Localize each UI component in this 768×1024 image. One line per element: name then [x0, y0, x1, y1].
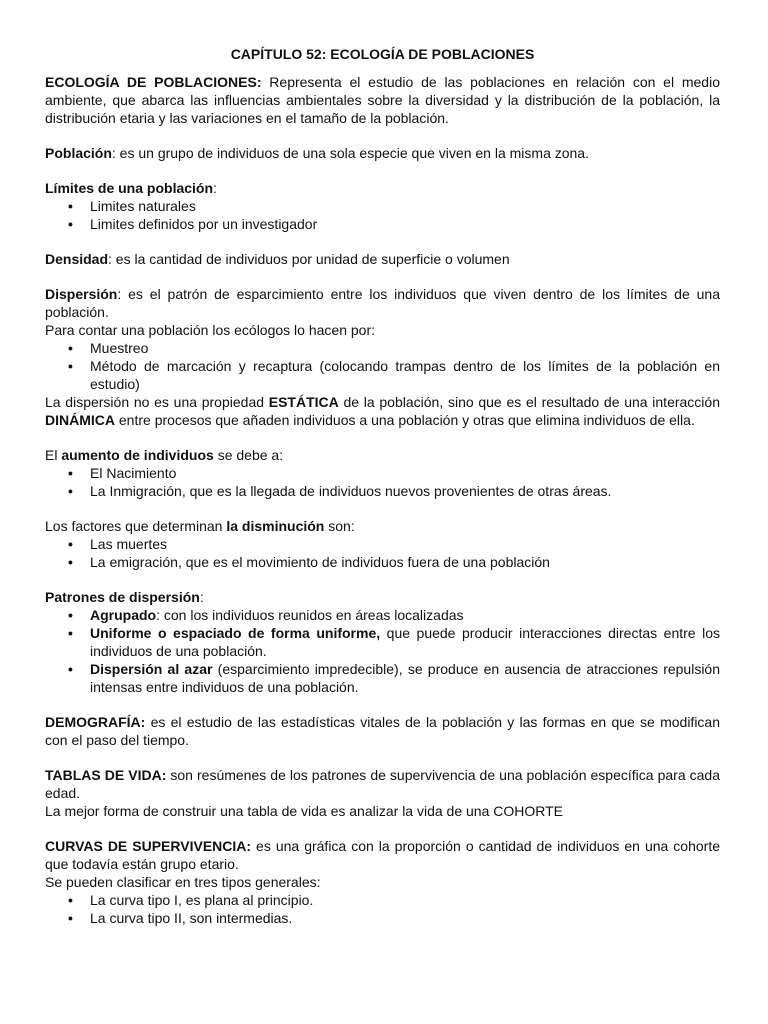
poblacion-term: Población	[45, 145, 112, 161]
disminucion-heading: Los factores que determinan la disminución son:	[45, 518, 355, 534]
densidad-paragraph	[45, 250, 720, 268]
aumento-heading: El aumento de individuos se debe a:	[45, 447, 284, 463]
limites-list	[45, 197, 720, 233]
curvas-list	[45, 891, 720, 927]
disminucion-term: la disminución	[226, 518, 325, 534]
limites-heading: Límites de una población:	[45, 180, 217, 196]
dispersion-note: La dispersión no es una propiedad ESTÁTICA de la población, sino que es el resultado de una interacción DINÁMICA entre procesos que añaden individuos a una población y otras que elimina individuos de ella.	[45, 394, 720, 428]
aumento-term: aumento de individuos	[61, 447, 214, 463]
patrones-heading: Patrones de dispersión:	[45, 589, 204, 605]
chapter-title: CAPÍTULO 52: ECOLOGÍA DE POBLACIONES	[230, 46, 535, 62]
dispersion-paragraph	[45, 285, 720, 321]
dispersion-text: : es el patrón de esparcimiento entre los individuos que viven dentro de los límites de una población.	[45, 286, 720, 320]
aumento-list	[45, 464, 720, 500]
intro-text: Representa el estudio de las poblaciones en relación con el medio ambiente, que abarca las influencias ambientales sobre la diversidad y la distribución de la población, la distribución etaria y las variaciones en el tamaño de la población.	[45, 74, 720, 126]
demografia-term: DEMOGRAFÍA:	[45, 714, 146, 730]
list-item: • Limites naturales	[90, 197, 720, 215]
tablas-term: TABLAS DE VIDA:	[45, 767, 167, 783]
curvas-term: CURVAS DE SUPERVIVENCIA:	[45, 838, 252, 854]
list-item: • La curva tipo II, son intermedias.	[90, 909, 720, 927]
estatica-term: ESTÁTICA	[268, 394, 339, 410]
densidad-text: : es la cantidad de individuos por unidad de superficie o volumen	[108, 251, 510, 267]
dinamica-term: DINÁMICA	[45, 412, 115, 428]
poblacion-text: : es un grupo de individuos de una sola especie que viven en la misma zona.	[111, 145, 589, 161]
list-item: • Las muertes	[90, 535, 720, 553]
list-item: • Método de marcación y recaptura (colocando trampas dentro de los límites de la población en estudio)	[90, 357, 720, 393]
list-item: • El Nacimiento	[90, 464, 720, 482]
dispersion-term: Dispersión	[45, 286, 118, 302]
list-item: • La emigración, que es el movimiento de individuos fuera de una población	[90, 553, 720, 571]
curvas-paragraph: CURVAS DE SUPERVIVENCIA: es una gráfica con la proporción o cantidad de individuos en una cohorte que todavía están grupo etario.	[45, 838, 720, 872]
intro-term: ECOLOGÍA DE POBLACIONES:	[45, 74, 262, 90]
tablas-line2: La mejor forma de construir una tabla de vida es analizar la vida de una COHORTE	[45, 803, 564, 819]
list-item: • Agrupado: con los individuos reunidos en áreas localizadas	[90, 606, 720, 624]
patrones-list	[45, 606, 720, 696]
patrones-term: Patrones de dispersión	[45, 589, 200, 605]
demografia-paragraph: DEMOGRAFÍA: es el estudio de las estadísticas vitales de la población y las formas en que se modifican con el paso del tiempo.	[45, 714, 720, 748]
disminucion-list	[45, 535, 720, 571]
limites-term: Límites de una población	[45, 180, 214, 196]
dispersion-count-intro: Para contar una población los ecólogos lo hacen por:	[45, 322, 375, 338]
poblacion-paragraph	[45, 144, 720, 162]
list-item: • Uniforme o espaciado de forma uniforme, que puede producir interacciones directas entre los individuos de una población.	[90, 624, 720, 660]
tablas-paragraph: TABLAS DE VIDA: son resúmenes de los patrones de supervivencia de una población específica para cada edad.	[45, 767, 720, 801]
curvas-line2: Se pueden clasificar en tres tipos generales:	[45, 874, 321, 890]
list-item: • Muestreo	[90, 339, 720, 357]
densidad-term: Densidad	[45, 251, 109, 267]
dispersion-list	[45, 339, 720, 393]
list-item: • Dispersión al azar (esparcimiento impredecible), se produce en ausencia de atracciones repulsión intensas entre individuos de una población.	[90, 660, 720, 696]
intro-paragraph	[45, 73, 720, 127]
list-item: • La Inmigración, que es la llegada de individuos nuevos provenientes de otras áreas.	[90, 482, 720, 500]
list-item: • La curva tipo I, es plana al principio.	[90, 891, 720, 909]
list-item: • Limites definidos por un investigador	[90, 215, 720, 233]
